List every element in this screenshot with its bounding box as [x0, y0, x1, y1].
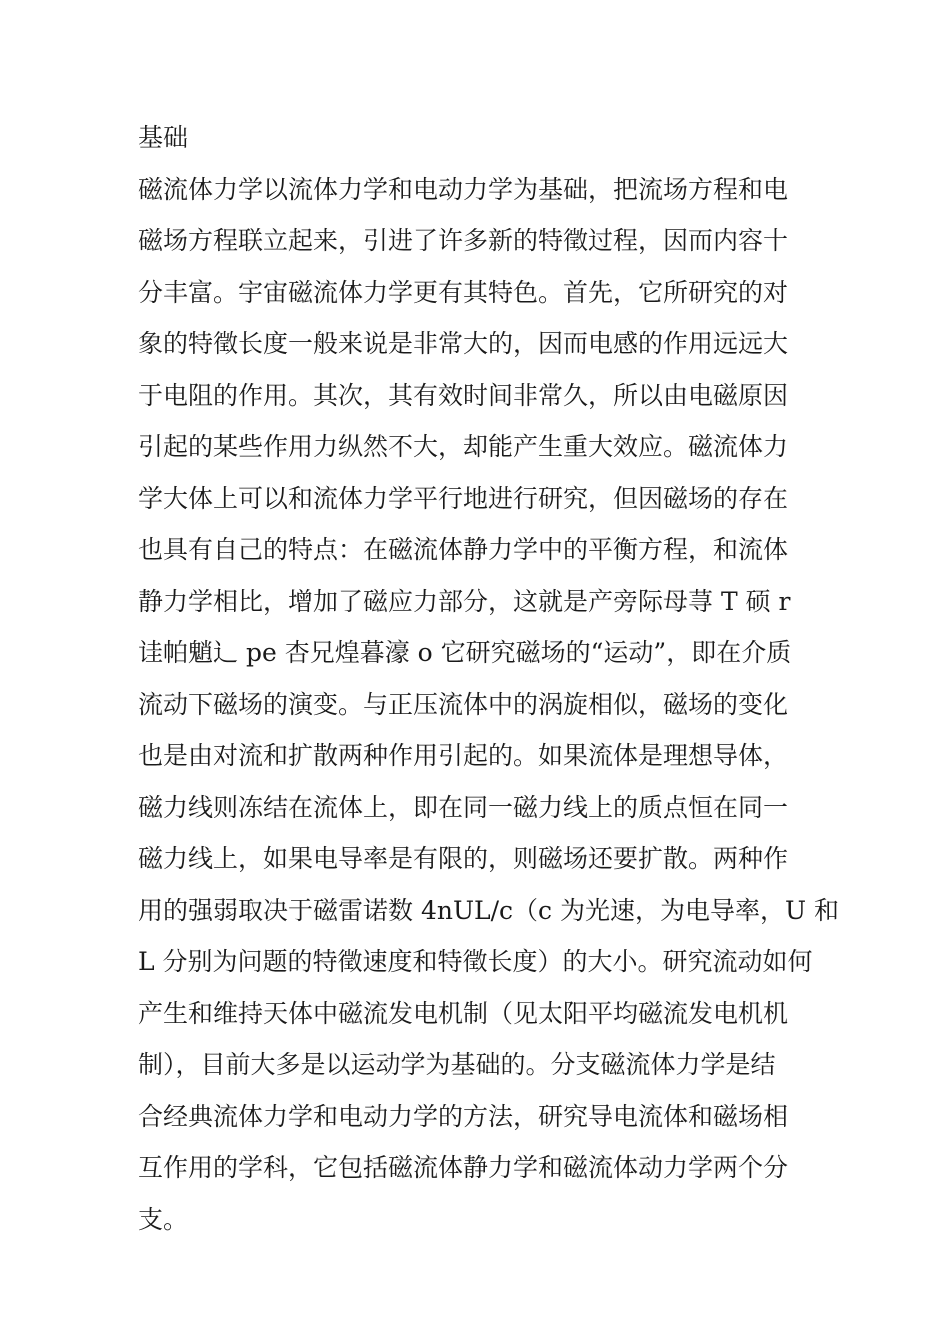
document-body	[138, 112, 838, 1245]
section-heading: 基础	[138, 123, 189, 152]
paragraph-line: 学大体上可以和流体力学平行地进行研究，但因磁场的存在	[138, 483, 789, 513]
paragraph-line: 磁场方程联立起来，引进了许多新的特徵过程，因而内容十	[138, 226, 789, 255]
paragraph-line: 于电阻的作用。其次，其有效时间非常久，所以由电磁原因	[138, 380, 789, 410]
paragraph-line: 合经典流体力学和电动力学的方法，研究导电流体和磁场相	[138, 1101, 789, 1131]
paragraph-line: 也具有自己的特点：在磁流体静力学中的平衡方程，和流体	[138, 535, 789, 564]
paragraph-line: L 分别为问题的特徵速度和特徵长度）的大小。研究流动如何	[138, 947, 813, 976]
paragraph-line: 产生和维持天体中磁流发电机制（见太阳平均磁流发电机机	[138, 998, 789, 1028]
paragraph-line: 分丰富。宇宙磁流体力学更有其特色。首先，它所研究的对	[138, 277, 789, 307]
paragraph-line: 引起的某些作用力纵然不大，却能产生重大效应。磁流体力	[138, 432, 789, 461]
paragraph-line: 磁流体力学以流体力学和电动力学为基础，把流场方程和电	[138, 174, 789, 204]
paragraph-line: 互作用的学科，它包括磁流体静力学和磁流体动力学两个分	[138, 1153, 789, 1182]
paragraph-line: 诖帕魈辶 pe 杏兄煌暮濠 o 它研究磁场的“运动”，即在介质	[138, 638, 792, 667]
paragraph-line: 磁力线上，如果电导率是有限的，则磁场还要扩散。两种作	[138, 844, 789, 873]
paragraph-line: 用的强弱取决于磁雷诺数 4nUL/c（c 为光速，为电导率，U 和	[138, 895, 840, 925]
paragraph-line: 象的特徵长度一般来说是非常大的，因而电感的作用远远大	[138, 329, 789, 358]
paragraph-line: 制），目前大多是以运动学为基础的。分支磁流体力学是结	[138, 1050, 776, 1079]
paragraph-line: 也是由对流和扩散两种作用引起的。如果流体是理想导体，	[138, 741, 789, 770]
paragraph-line: 流动下磁场的演变。与正压流体中的涡旋相似，磁场的变化	[138, 689, 789, 719]
paragraph-line: 磁力线则冻结在流体上，即在同一磁力线上的质点恒在同一	[138, 792, 789, 822]
paragraph-line: 静力学相比，增加了磁应力部分，这就是产旁际母荨 T 硕 r	[138, 586, 791, 616]
paragraph-line: 支。	[138, 1204, 189, 1234]
